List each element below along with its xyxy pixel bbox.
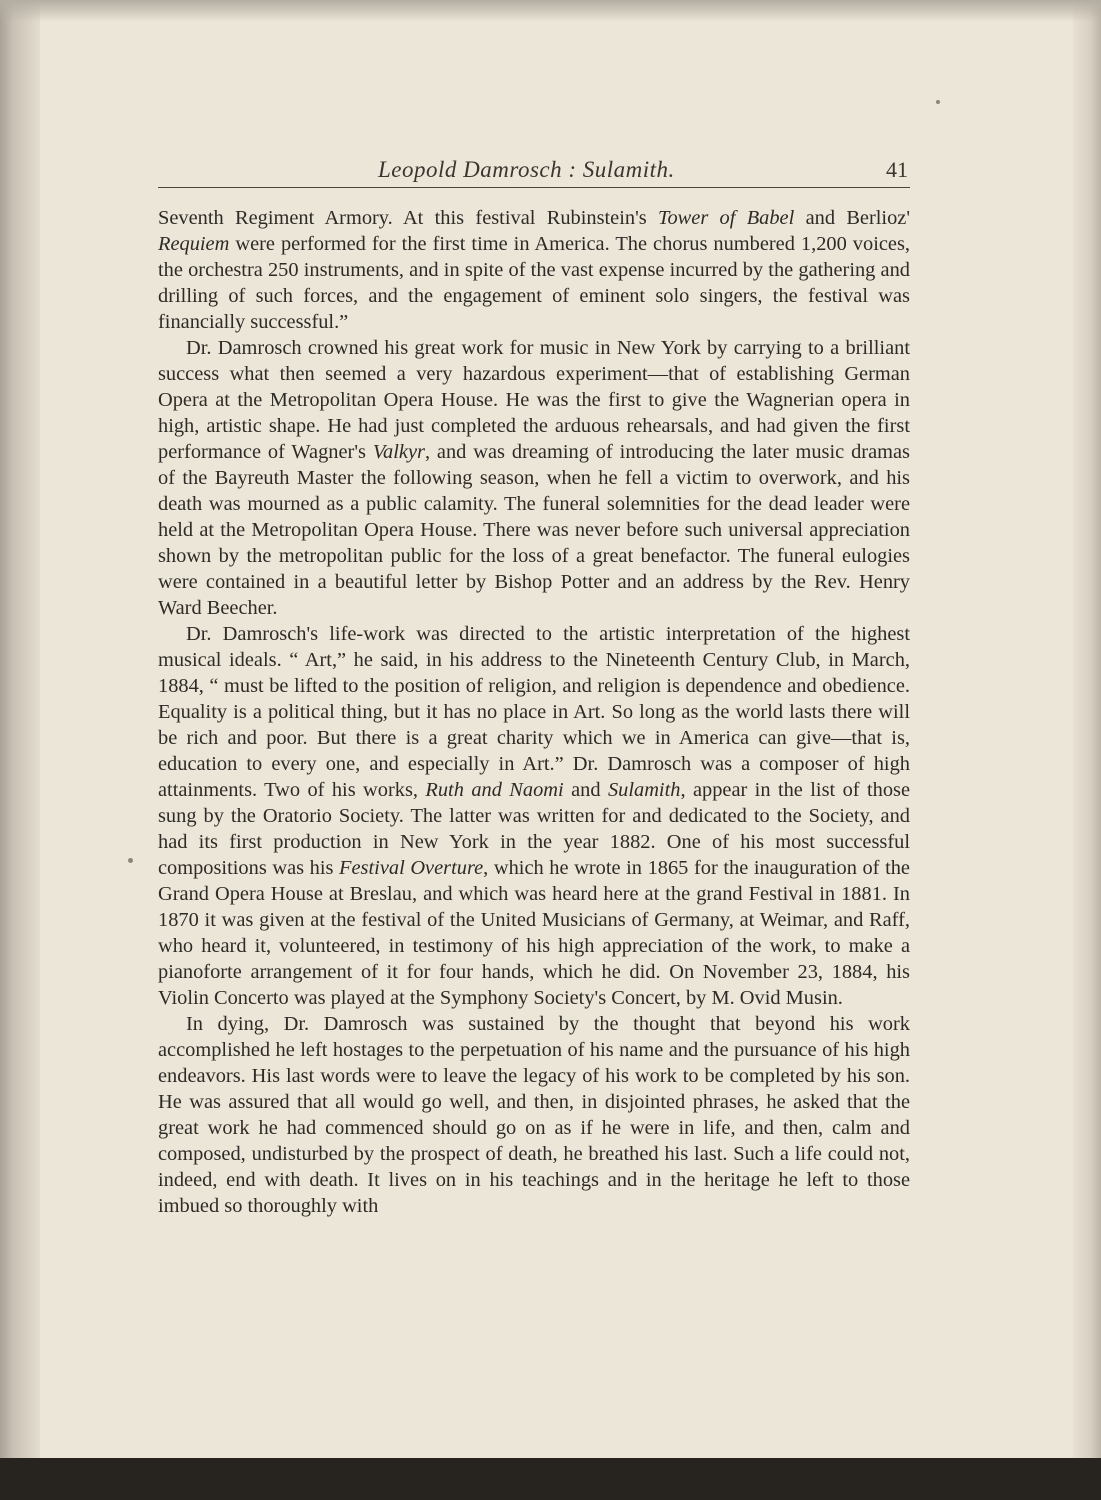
body-text <box>158 205 910 1219</box>
italic-title: Requiem <box>158 233 230 255</box>
text-run: and <box>563 779 608 801</box>
italic-title: Tower of Babel <box>658 207 795 229</box>
header-rule <box>158 187 910 188</box>
paragraph <box>158 621 910 1011</box>
paper-speck <box>936 100 940 104</box>
text-run: and Berlioz' <box>794 207 911 229</box>
italic-title: Festival Overture <box>339 857 484 879</box>
italic-title: Valkyr <box>372 441 425 463</box>
text-run: , and was dreaming of introducing the later music dramas of the Bayreuth Master the following season, when he fell a victim to overwork, and his death was mourned as a public calamity. The funeral solemnities for the dead leader were held at the Metropolitan Opera House. There was never before such universal appreciation shown by the metropolitan public for the loss of a great benefactor. The funeral eulogies were contained in a beautiful letter by Bishop Potter and an address by the Rev. Henry Ward Beecher. <box>158 441 910 619</box>
text-run: were performed for the first time in America. The chorus numbered 1,200 voices, the orchestra 250 instruments, and in spite of the vast expense incurred by the gathering and drilling of such forces, and the engagement of eminent solo singers, the festival was financially successful.” <box>158 233 910 333</box>
scan-bottom-margin <box>0 1458 1101 1500</box>
paragraph <box>158 1011 910 1219</box>
paragraph <box>158 205 910 335</box>
paragraph <box>158 335 910 621</box>
text-run: Dr. Damrosch crowned his great work for music in New York by carrying to a brilliant success what then seemed a very hazardous experiment—that of establishing German Opera at the Metropolitan Opera House. He was the first to give the Wagnerian opera in high, artistic shape. He had just completed the arduous rehearsals, and had given the first performance of Wagner's <box>158 337 910 463</box>
running-head <box>158 157 910 187</box>
page-number: 41 <box>886 157 908 182</box>
paper-speck <box>128 858 133 863</box>
running-title: Leopold Damrosch : Sulamith. <box>378 157 675 182</box>
italic-title: Ruth and Naomi <box>425 779 564 801</box>
text-run: , which he wrote in 1865 for the inauguration of the Grand Opera House at Breslau, and which was heard here at the grand Festival in 1881. In 1870 it was given at the festival of the United Musicians of Germany, at Weimar, and Raff, who heard it, volunteered, in testimony of his high appreciation of the work, to make a pianoforte arrangement of it for four hands, which he did. On November 23, 1884, his Violin Concerto was played at the Symphony Society's Concert, by M. Ovid Musin. <box>158 857 910 1009</box>
top-edge-shadow <box>0 0 1101 22</box>
book-spine-gutter <box>0 0 40 1500</box>
page-fore-edge <box>1073 0 1101 1500</box>
italic-title: Sulamith <box>607 779 681 801</box>
text-run: Dr. Damrosch's life-work was directed to the artistic interpretation of the highest musical ideals. “ Art,” he said, in his address to the Nineteenth Century Club, in March, 1884, “ must be lifted to the position of religion, and religion is dependence and obedience. Equality is a political thing, but it has no place in Art. So long as the world lasts there will be rich and poor. But there is a great charity which we in America can give—that is, education to every one, and especially in Art.” Dr. Damrosch was a composer of high attainments. Two of his works, <box>158 623 910 801</box>
text-run: , appear in the list of those sung by the Oratorio Society. The latter was written for and dedicated to the Society, and had its first production in New York in the year 1882. One of his most successful compositions was his <box>158 779 911 879</box>
text-run: In dying, Dr. Damrosch was sustained by the thought that beyond his work accomplished he left hostages to the perpetuation of his name and the pursuance of his high endeavors. His last words were to leave the legacy of his work to be completed by his son. He was assured that all would go well, and then, in disjointed phrases, he asked that the great work he had commenced should go on as if he were in life, and then, calm and composed, undisturbed by the prospect of death, he breathed his last. Such a life could not, indeed, end with death. It lives on in his teachings and in the heritage he left to those imbued so thoroughly with <box>158 1013 910 1217</box>
text-run: Seventh Regiment Armory. At this festival Rubinstein's <box>158 207 658 229</box>
